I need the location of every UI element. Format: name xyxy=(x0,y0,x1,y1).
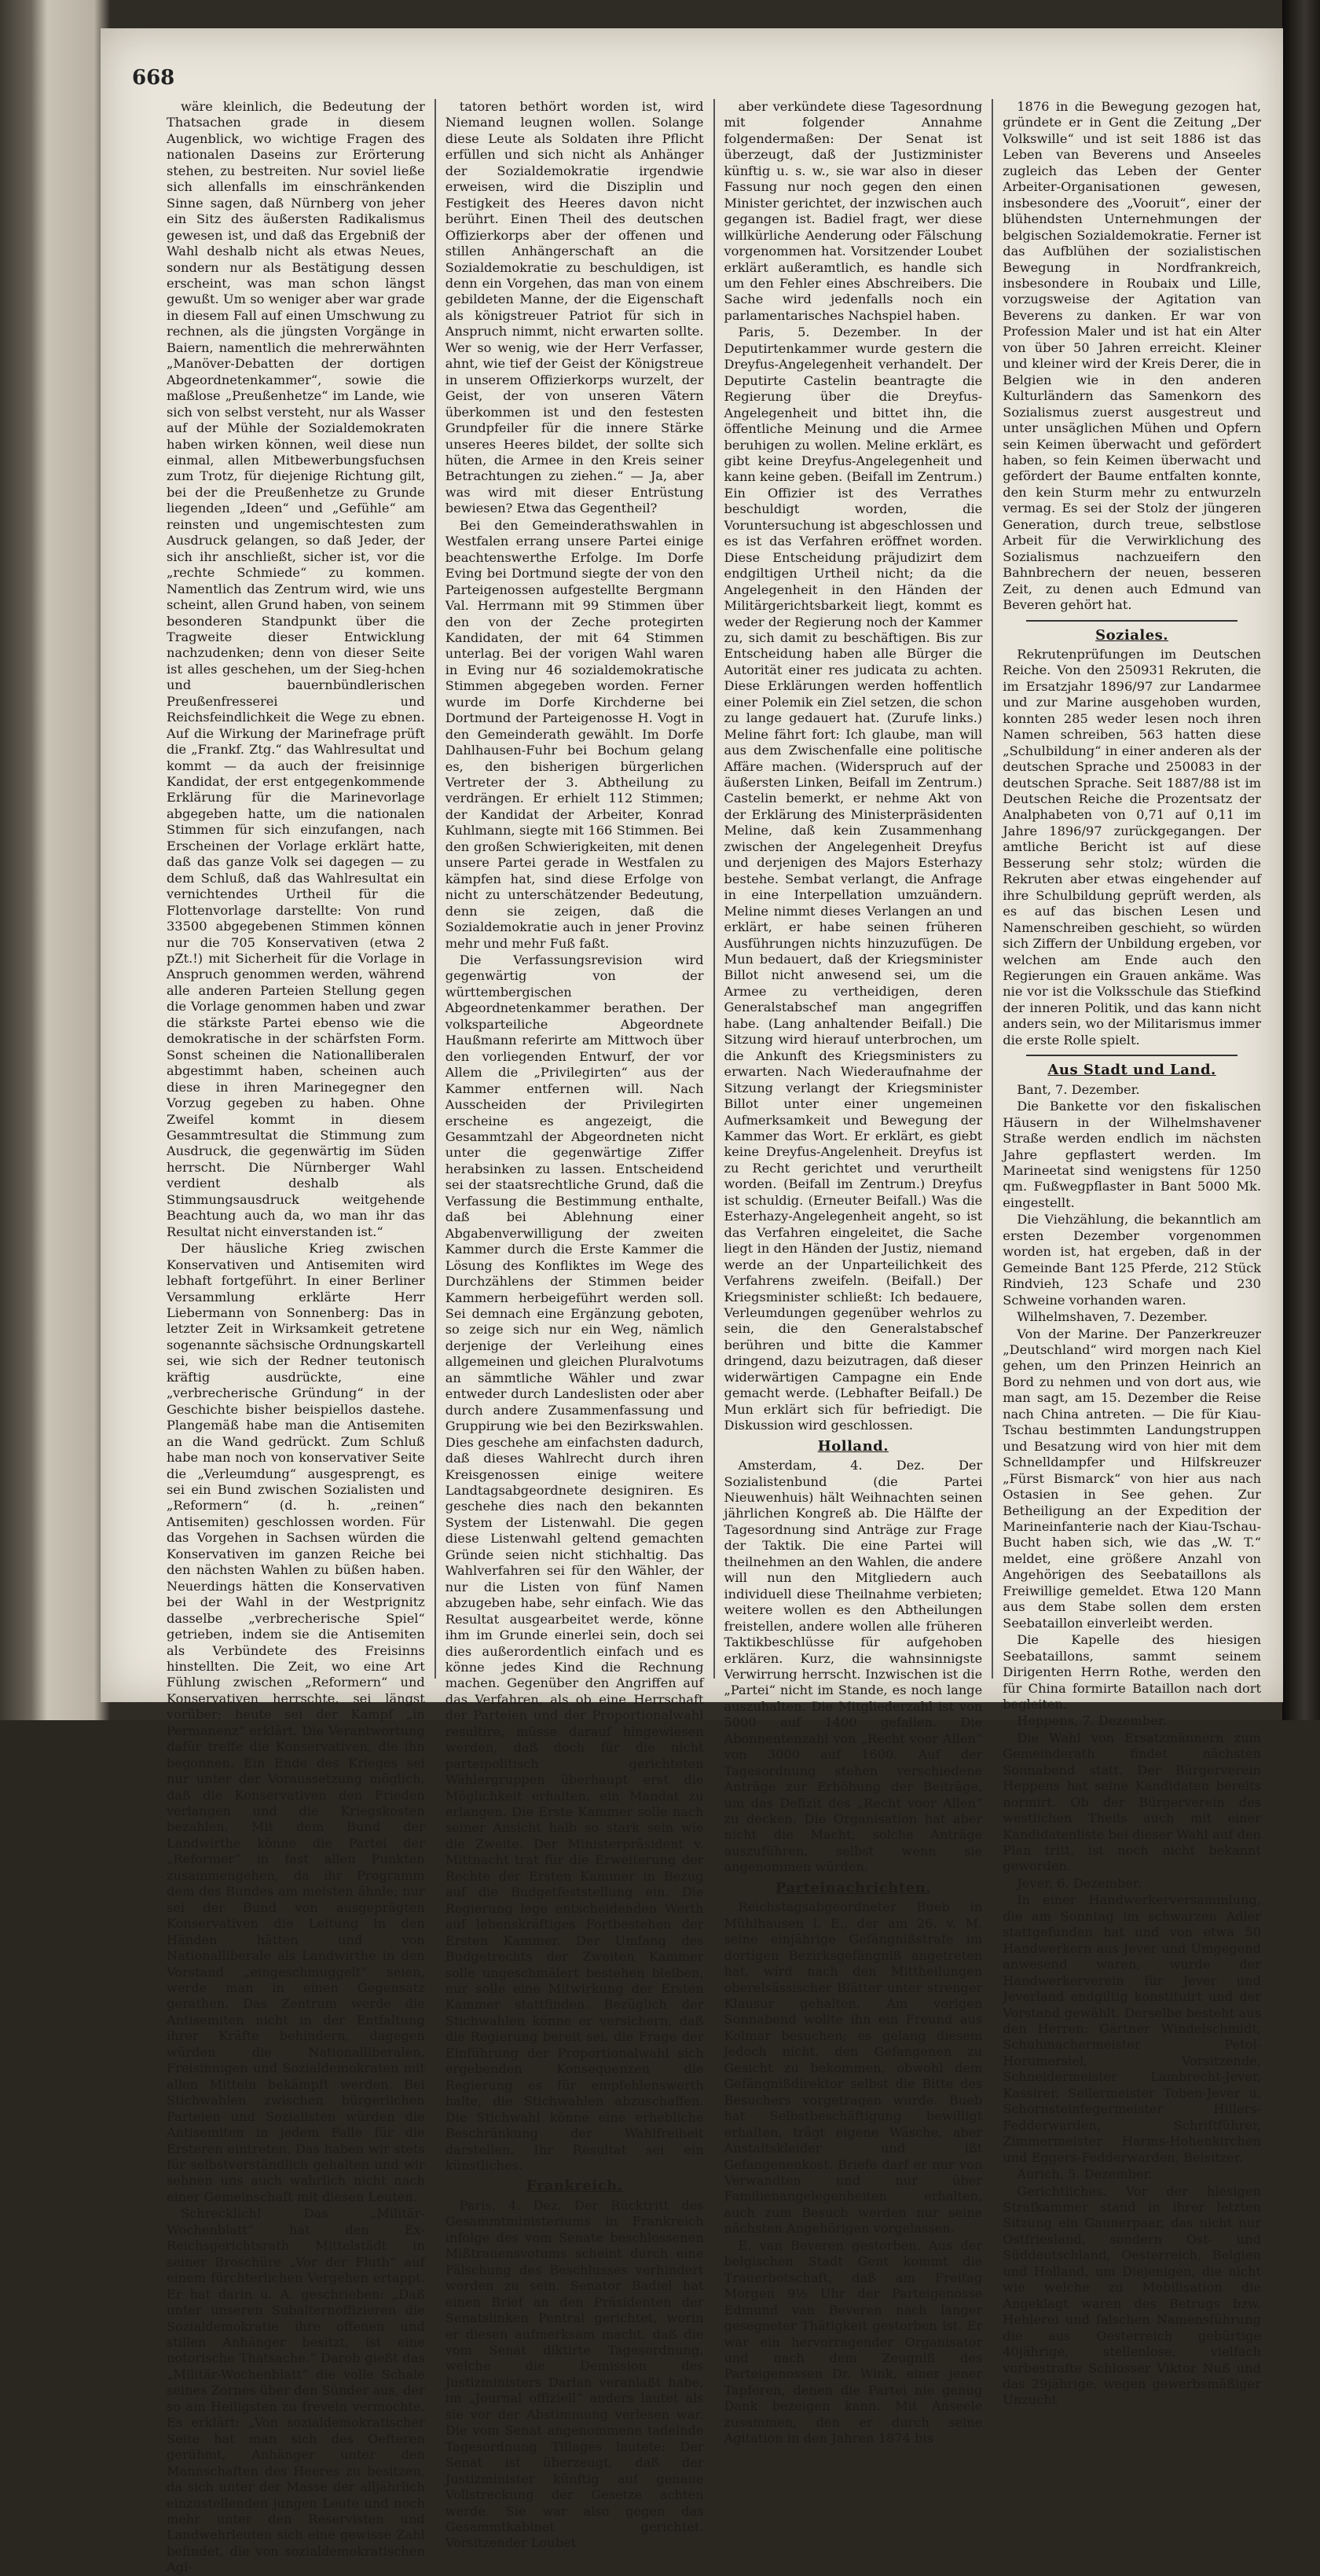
section-heading: Frankreich. xyxy=(526,2178,623,2195)
article-paragraph: Aurich, 5. Dezember. xyxy=(1017,2167,1153,2182)
section-heading: Soziales. xyxy=(1095,626,1169,644)
article-paragraph: Reichstagsabgeordneter Bueb in Mühlhausen i. E., der am 26. v. M. seine einjährige Gefängnißstrafe im dortigen Bezirksgefängniß angetreten hat, wird nach den Mittheilungen oberelsässischer Blätter unter strenger Klausur gehalten. Am vorigen Sonnabend wollte ihn ein Freund aus Kolmar besuchen; es gelang diesem jedoch nicht, den Gefangenen zu Gesicht zu bekommen, obwohl dem Gefängnißdirektor selbst die Bitte des Besuchers vorgetragen wurde. Bueb hat Selbstbeschäftigung bewilligt erhalten, trägt eigene Wäsche, aber Anstaltskleider und ißt Gefangenenkost. Briefe darf er nur von Verwandten und nur über Familienangelegenheiten erhalten, auch zum Besuch werden nur seine nächsten Angehörigen vorgelassen. xyxy=(724,1899,983,2237)
column-1 xyxy=(157,99,436,2575)
section-heading: Holland. xyxy=(817,1437,889,1455)
article-paragraph: Der häusliche Krieg zwischen Konservativen und Antisemiten wird lebhaft fortgeführt. In einer Berliner Versammlung erklärte Herr Liebermann von Sonnenberg: Das in letzter Zeit in Wirksamkeit getretene sogenannte sächsische Ordnungskartell sei, wie sich der Redner teutonisch kräftig ausdrückte, eine „verbrecherische Gründung“ in der Geschichte bisher beispiellos dastehe. Plangemäß habe man die Antisemiten an die Wand gedrückt. Zum Schluß habe man noch von konservativer Seite die „Verleumdung“ ausgesprengt, es sei ein Bund zwischen Sozialisten und „Reformern“ (d. h. „reinen“ Antisemiten) geschlossen worden. Für das Vorgehen in Sachsen würden die Konservativen im ganzen Reiche bei den nächsten Wahlen zu büßen haben. Neuerdings hätten die Konservativen bei der Wahl in der Westprignitz dasselbe „verbrecherische Spiel“ getrieben, indem sie die Antisemiten als Verbündete des Freisinns hinstellten. Die Zeit, wo eine Art Fühlung zwischen „Reformern“ und Konservativen herrschte, sei längst vorüber; heute sei der Kampf „in Permanenz“ erklärt. Die Verantwortung dafür treffe die Konservativen, die ihn begonnen. Ein Ende des Krieges sei nur unter der Voraussetzung möglich, daß die Konservativen den Frieden verlangen und die Kriegskosten bezahlen. Mit dem Bund der Landwirthe könne die Partei der „Reformer“ in fast allen Punkten zusammengehen, da ihr Programm dem des Bundes am meisten ähnle; nur sei der Bund von ausgeprägten Konservativen die Leitung in den Händen hätten und von Nationalliberale als Landwirthe in den Vorstand „eingeschmuggelt“ seien, werde man in einen Gegensatz gerathen. Das Zentrum werde die Antisemiten nicht in der Entfaltung ihrer Kräfte behindern, dagegen würden die Nationalliberalen, Freisinnigen und Sozialdemokraten mit allen Mitteln bekämpft werden. Bei Stichwahlen zwischen bürgerlichen Parteien und Sozialisten würden die Antisemiten in jedem Falle für die Ersteren eintreten. Das haben wir stets für selbstverständlich gehalten und wir sehnen uns auch wahrlich nicht nach einer Gemeinschaft mit diesen Leuten. xyxy=(167,1241,425,2204)
text-columns xyxy=(157,99,1270,2575)
article-paragraph: Rekrutenprüfungen im Deutschen Reiche. Von den 250931 Rekruten, die im Ersatzjahr 1896/97 zur Landarmee und zur Marine ausgehoben wurden, konnten 285 weder lesen noch ihren Namen schreiben, 563 hatten diese „Schulbildung“ in einer anderen als der deutschen Sprache und 250083 in der deutschen Sprache. Seit 1887/88 ist im Deutschen Reiche die Prozentsatz der Analphabeten von 0,71 auf 0,11 im Jahre 1896/97 zurückgegangen. Der amtliche Bericht ist auf diese Besserung sehr stolz; würden die Rekruten aber etwas eingehender auf ihre Schulbildung geprüft werden, als es auf das bischen Lesen und Namenschreiben geschieht, so würden sich Ziffern der Unbildung ergeben, vor welchen am Ende auch den Regierungen ein Grauen ankäme. Was nie vor ist die Volksschule das Stiefkind der inneren Politik, und das kann nicht anders sein, wo der Militarismus immer die erste Rolle spielt. xyxy=(1003,646,1261,1048)
article-paragraph: Bei den Gemeinderathswahlen in Westfalen errang unsere Partei einige beachtenswerthe Erfolge. Im Dorfe Eving bei Dortmund siegte der von den Parteigenossen aufgestellte Bergmann Val. Herrmann mit 99 Stimmen über den von der Zeche protegirten Kandidaten, der mit 64 Stimmen unterlag. Bei der vorigen Wahl waren in Eving nur 46 sozialdemokratische Stimmen abgegeben worden. Ferner wurde im Dorfe Kirchderne bei Dortmund der Parteigenosse H. Vogt in den Gemeinderath gewählt. Im Dorfe Dahlhausen-Fuhr bei Bochum gelang es, den bisherigen bürgerlichen Vertreter der 3. Abtheilung zu verdrängen. Er erhielt 112 Stimmen; der Kandidat der Arbeiter, Konrad Kuhlmann, siegte mit 166 Stimmen. Bei den großen Schwierigkeiten, mit denen unsere Partei gerade in Westfalen zu kämpfen hat, sind diese Erfolge von nicht zu unterschätzender Bedeutung, denn sie zeigen, daß die Sozialdemokratie auch in jener Provinz mehr und mehr Fuß faßt. xyxy=(445,517,704,951)
article-paragraph: Die Wahl von Ersatzmännern zum Gemeinderath findet nächsten Sonnabend statt. Der Bürgerverein Heppens hat seine Kandidaten bereits normirt. Ob der Bürgerverein des westlichen Theils auch mit einer Kandidatenliste bei dieser Wahl auf den Plan tritt, ist noch nicht bekannt geworden. xyxy=(1003,1730,1261,1874)
article-paragraph: Die Verfassungsrevision wird gegenwärtig von der württembergischen Abgeordnetenkammer berathen. Der volksparteiliche Abgeordnete Haußmann referirte am Mittwoch über den vorliegenden Entwurf, der vor Allem die „Privilegirten“ aus der Kammer entfernen will. Nach Ausscheiden der Privilegirten erscheine es angezeigt, die Gesammtzahl der Abgeordneten nicht unter die gegenwärtige Ziffer herabsinken zu lassen. Entscheidend sei der staatsrechtliche Grund, daß die Verfassung die Bestimmung enthalte, daß bei Ablehnung einer Abgabenverwilligung der zweiten Kammer durch die Erste Kammer die Lösung des Konfliktes im Wege des Durchzählens der Stimmen beider Kammern herbeigeführt werden soll. Sei demnach eine Ergänzung geboten, so zeige sich nur ein Weg, nämlich derjenige der Verleihung eines allgemeinen und gleichen Pluralvotums an sämmtliche Wähler und zwar entweder durch Landeslisten oder aber durch andere Zusammenfassung und Gruppirung wie bei den Bezirkswahlen. Dies geschehe am einfachsten dadurch, daß dieses Wahlrecht durch ihren Kreisgenossen einige weitere Landtagsabgeordnete designiren. Es geschehe dies nach den bekannten System der Listenwahl. Die gegen diese Listenwahl geltend gemachten Gründe seien nicht stichhaltig. Das Wahlverfahren sei für den Wähler, der nur die Listen von fünf Namen abzugeben habe, sehr einfach. Wie das Resultat ausgearbeitet werde, könne ihm im Grunde einerlei sein, doch sei dies außerordentlich einfach und es könne jedes Kind die Rechnung machen. Gegenüber den Angriffen auf das Verfahren, als ob eine Herrschaft der Parteien und der Proportionalwahl resultire, müsse darauf hingewiesen werden, daß doch für die nicht parteipolitisch gerichteten Wählergruppen überhaupt erst die Möglichkeit erhalten, ein Mandat zu erlangen. Die Erste Kammer solle nach seiner Ansicht halb so stark sein wie die Zweite. Der Ministerpräsident v. Mittnacht trat für die Erweiterung der Rechte der Ersten Kammer in Bezug auf die Budgetfeststellung ein. Die Regierung lege entscheidenden Werth auf lebenskräftiges Fortbestehen der Ersten Kammer. Der Umfang des Budgetrechts der Zweiten Kammer solle ungeschmälert bestehen bleiben, nur solle eine Mitwirkung der Ersten Kammer stattfinden. Bezüglich der Stichwahlen könne er versichern, daß die Regierung bereit sei, die Frage der Einführung der Proportionalwahl sich ergebenden Konsequenzen die Regierung es für empfehlenswerth halte, die Stichwahlen abzuschaffen. Die Stichwahl könne eine erhebliche Beschränkung der Wahlfreiheit darstellen. Ihr Resultat sei ein künstliches. xyxy=(445,952,704,2173)
section-divider xyxy=(1026,1055,1238,1056)
article-paragraph: E. van Beveren gestorben. Aus der belgischen Stadt Gent kommt die Trauerbotschaft, daß am Freitag Morgen 9½ Uhr der Parteigenosse Edmund van Beveren nach langer gesegneter Thätigkeit gestorben ist. Er war ein hervorragender Organisator und nach dem Zeugniß des Parteigenossen Dr. Wink, einer jener Tapferen, denen die Partei nie genug Dank bezeigen kann. Mit Anseele zusammen, den er durch seine Agitation in den Jahren 1874 bis xyxy=(724,2237,983,2446)
column-4 xyxy=(993,99,1270,2408)
article-paragraph: Jever, 6. Dezember. xyxy=(1017,1875,1142,1891)
article-paragraph: Die Bankette vor den fiskalischen Häusern in der Wilhelmshavener Straße werden endlich im nächsten Jahre gepflastert werden. Im Marineetat sind wenigstens für 1250 qm. Fußwegpflaster in Bant 5000 Mk. eingestellt. xyxy=(1003,1099,1261,1210)
article-paragraph: aber verkündete diese Tagesordnung mit folgender Annahme folgendermaßen: Der Senat ist überzeugt, daß der Justizminister künftig u. s. w., sie war also in dieser Fassung nur noch gegen den einen Minister gerichtet, der inzwischen auch gegangen ist. Badiel fragt, wer diese willkürliche Aenderung oder Fälschung vorgenommen hat. Vorsitzender Loubet erklärt außeramtlich, es handle sich um den Fehler eines Abschreibers. Die Sache wird jedenfalls noch ein parlamentarisches Nachspiel haben. xyxy=(724,99,983,323)
section-heading: Parteinachrichten. xyxy=(775,1879,931,1896)
section-divider xyxy=(1026,620,1238,622)
book-binding-edge xyxy=(1282,0,1320,1720)
article-paragraph: Bant, 7. Dezember. xyxy=(1017,1081,1140,1097)
article-paragraph: Heppens, 7. Dezember. xyxy=(1017,1713,1167,1729)
article-paragraph: Paris, 5. Dezember. In der Deputirtenkammer wurde gestern die Dreyfus-Angelegenheit verhandelt. Der Deputirte Castelin beantragte die Regierung über die Dreyfus-Angelegenheit und bittet ihn, die öffentliche Meinung und die Armee beruhigen zu wollen. Meline erklärt, es gibt keine Dreyfus-Angelegenheit und kann keine geben. (Beifall im Zentrum.) Ein Offizier ist des Verrathes beschuldigt worden, die Voruntersuchung ist abgeschlossen und es ist das Verfahren eröffnet worden. Diese Entscheidung präjudizirt dem endgiltigen Urtheil nicht; da die Angelegenheit in den Händen der Militärgerichtsbarkeit liegt, kommt es weder der Regierung noch der Kammer zu, sich damit zu beschäftigen. Bis zur Entscheidung haben alle Bürger die Autorität einer res judicata zu achten. Diese Erklärungen werden hoffentlich einer Polemik ein Ziel setzen, die schon zu lange gedauert hat. (Zurufe links.) Meline fährt fort: Ich glaube, man will aus dem Zwischenfalle eine politische Affäre machen. (Widerspruch auf der äußersten Linken, Beifall im Zentrum.) Castelin bemerkt, er nehme Akt von der Erklärung des Ministerpräsidenten Meline, daß kein Zusammenhang zwischen der Angelegenheit Dreyfus und derjenigen des Majors Esterhazy bestehe. Sembat verlangt, die Anfrage in eine Interpellation umzuändern. Meline nimmt dieses Verlangen an und erklärt, er habe seinen früheren Ausführungen nichts hinzuzufügen. De Mun bedauert, daß der Kriegsminister Billot nicht anwesend sei, um die Armee zu vertheidigen, deren Generalstabschef man angegriffen habe. (Lang anhaltender Beifall.) Die Sitzung wird hierauf unterbrochen, um die Ankunft des Kriegsministers zu erwarten. Nach Wiederaufnahme der Sitzung verlangt der Kriegsminister Billot unter einer ungemeinen Aufmerksamkeit und Bewegung der Kammer das Wort. Er erklärt, es giebt keine Dreyfus-Angelenheit. Dreyfus ist zu Recht gerichtet und verurtheilt worden. (Beifall im Zentrum.) Dreyfus ist schuldig. (Erneuter Beifall.) Was die Esterhazy-Angelegenheit angeht, so ist das Verfahren eingeleitet, die Sache liegt in den Händen der Justiz, niemand werde an der Unparteilichkeit des Verfahrens zweifeln. (Beifall.) Der Kriegsminister schließt: Ich bedauere, Verleumdungen gegenüber wehrlos zu sein, die den Generalstabschef berühren und bitte die Kammer dringend, dazu beizutragen, daß dieser widerwärtigen Campagne ein Ende gemacht werde. (Lebhafter Beifall.) De Mun erklärt sich für befriedigt. Die Diskussion wird geschlossen. xyxy=(724,325,983,1433)
article-paragraph: Schrecklich! Das „Militär-Wochenblatt“ hat den Ex-Reichsgerichtsrath Mittelstädt in seiner Broschüre „Vor der Fluth“ auf einem fürchterlichen Vergehen ertappt. Er hat darin u. A. geschrieben: „Daß unter unseren Subalternoffizieren die Sozialdemokratie ihre offenen und stillen Anhänger besitzt, ist eine notorische Thatsache.“ Darob gießt das „Militär-Wochenblatt“ die volle Schale seines Zornes über den Sünder aus, der so am Heiligsten zu freveln vermochte. Es erklärt: „Von sozialdemokratischer Seite hat man sich des Oefteren gerühmt, Anhänger unter den Mannschaften des Heeres zu besitzen, da sich unter der Masse der alljährlich einzustellenden jungen Leute und noch mehr unter den Reservisten und Landwehrleuten sich eine gewisse Zahl befindet, die von sozialdemokratischen Agi- xyxy=(167,2206,425,2575)
column-3 xyxy=(715,99,994,2446)
column-2 xyxy=(436,99,715,2551)
article-paragraph: wäre kleinlich, die Bedeutung der Thatsachen grade in diesem Augenblick, wo wichtige Fragen des nationalen Daseins zur Erörterung stehen, zu bestreiten. Nur soviel ließe sich allenfalls im einschränkenden Sinne sagen, daß Nürnberg von jeher ein Sitz des äußersten Radikalismus gewesen ist, und daß das Ergebniß der Wahl deshalb nicht als etwas Neues, sondern nur als Bestätigung dessen erscheint, was man schon längst gewußt. Um so weniger aber war grade in diesem Fall auf einen Umschwung zu rechnen, als die jüngsten Vorgänge in Baiern, namentlich die mehrerwähnten „Manöver-Debatten der dortigen Abgeordnetenkammer“, sowie die maßlose „Preußenhetze“ im Lande, wie sich von selbst versteht, nur als Wasser auf der Mühle der Sozialdemokraten haben wirken können, weil diese nun einmal, allen Mitbewerbungsfuchsen zum Trotz, für diejenige Richtung gilt, bei der die Preußenhetze zu Grunde liegenden „Ideen“ und „Gefühle“ am reinsten und ungemischtesten zum Ausdruck gelangen, so daß Jeder, der sich ihr anschließt, sicher ist, vor die „rechte Schmiede“ zu kommen. Namentlich das Zentrum wird, wie uns scheint, allen Grund haben, von seinem besonderen Standpunkt über die Tragweite dieser Entwicklung nachzudenken; denn von dieser Seite ist alles geschehen, um der Sieg-hchen und bauernbündlerischen Preußenfresserei und Reichsfeindlichkeit die Wege zu ebnen. Auf die Wirkung der Marinefrage prüft die „Frankf. Ztg.“ das Wahlresultat und kommt — da auch der freisinnige Kandidat, der erst entgegenkommende Erklärung für die Marinevorlage abgegeben hatte, um die nationalen Stimmen für sich einzufangen, nach Erscheinen der Vorlage erklärt hatte, daß das ganze Volk sei dagegen — zu dem Schluß, daß das Wahlresultat ein vernichtendes Urtheil für die Flottenvorlage darstellte: Von rund 33500 abgegebenen Stimmen können nur die 705 Konservativen (etwa 2 pZt.!) mit Sicherheit für die Vorlage in Anspruch genommen werden, während alle anderen Parteien Stellung gegen die Vorlage genommen haben und zwar die stärkste Partei ebenso wie die demokratische in der schärfsten Form. Sonst scheinen die Nationalliberalen abgestimmt haben, scheinen auch diese in ihren Marinegegner den Vorzug gegeben zu haben. Ohne Zweifel kommt in diesem Gesammtresultat die Stimmung zum Ausdruck, die gegenwärtig im Süden herrscht. Die Nürnberger Wahl verdient deshalb als Stimmungsausdruck weitgehende Beachtung auch da, wo man ihr das Resultat nicht einverstanden ist.“ xyxy=(167,99,425,1239)
article-paragraph: tatoren bethört worden ist, wird Niemand leugnen wollen. Solange diese Leute als Soldaten ihre Pflicht erfüllen und sich nicht als Anhänger der Sozialdemokratie irgendwie erweisen, wird die Disziplin und Festigkeit des Heeres davon nicht berührt. Einen Theil des deutschen Offizierkorps aber der offenen und stillen Anhängerschaft an die Sozialdemokratie zu beschuldigen, ist denn ein Vorgehen, das man von einem gebildeten Manne, der die Eigenschaft als königstreuer Patriot für sich in Anspruch nimmt, nicht erwarten sollte. Wer so wenig, wie der Herr Verfasser, ahnt, wie tief der Geist der Königstreue in unserem Offizierkorps wurzelt, der Geist, der von unseren Vätern überkommen ist und den festesten Grundpfeiler für die innere Stärke unseres Heeres bildet, der sollte sich hüten, die Armee in den Kreis seiner Betrachtungen zu ziehen.“ — Ja, aber was wird mit dieser Entrüstung bewiesen? Etwa das Gegentheil? xyxy=(445,99,704,516)
newspaper-page xyxy=(101,28,1283,2575)
article-paragraph: Amsterdam, 4. Dez. Der Sozialistenbund (die Partei Nieuwenhuis) hält Weihnachten seinen jährlichen Kongreß ab. Die Hälfte der Tagesordnung sind Anträge zur Frage der Taktik. Die eine Partei will theilnehmen an den Wahlen, die andere will nun den Mitgliedern auch individuell diese Theilnahme verbieten; weitere wollen es den Abtheilungen freistellen, andere wollen alle früheren Taktikbeschlüsse für aufgehoben erklären. Kurz, die wahnsinnigste Verwirrung herrscht. Inzwischen ist die „Partei“ nicht im Stande, es noch lange auszuhalten. Die Mitgliederzahl ist von 5000 auf 1400 gefallen. Die Abonnentenzahl von „Recht voor Allen“ von 3000 auf 1600. Auf der Tagesordnung stehen verschiedene Anträge zur Erhöhung der Beiträge, um das Defizit des „Recht voor Allen“ zu decken. Die Organisation hat aber nicht die Macht, solche Anträge auszuführen, selbst wenn sie angenommen würden. xyxy=(724,1458,983,1875)
article-paragraph: In einer Handwerkerversammlung, die am Sonntag im schwarzen Adler stattgefunden hat und von etwa 50 Handwerkern aus Jever und Umgegend anwesend waren, wurde der Handwerkerverein für Jever und Jeverland endgiltig konstituirt und der Vorstand gewählt. Derselbe besteht aus den Herren: Gärtner Windelschmidt, Schuhmachermeister Petol-Horumersiel, Vorsitzende, Schneidermeister Lambrecht-Jever, Kassirer, Seilermeister Toben-Jever u. Schornsteinfegermeister Hillers-Fedderwarden, Schriftführer, Zimmermeister Harms-Hohenkirchen und Eggers-Fedderwarden, Beisitzer. xyxy=(1003,1892,1261,2165)
article-paragraph: Wilhelmshaven, 7. Dezember. xyxy=(1017,1309,1208,1325)
article-paragraph: Die Viehzählung, die bekanntlich am ersten Dezember vorgenommen worden ist, hat ergeben, daß in der Gemeinde Bant 125 Pferde, 212 Stück Rindvieh, 123 Schafe und 230 Schweine vorhanden waren. xyxy=(1003,1212,1261,1308)
article-paragraph: Von der Marine. Der Panzerkreuzer „Deutschland“ wird morgen nach Kiel gehen, um den Prinzen Heinrich an Bord zu nehmen und von dort aus, wie man sagt, am 15. Dezember die Reise nach China antreten. — Die für Kiau-Tschau bestimmten Landungstruppen und Besatzung wird von hier mit dem Schnelldampfer und Hilfskreuzer „Fürst Bismarck“ von hier aus nach Ostasien in See gehen. Zur Betheiligung an der Expedition der Marineinfanterie nach der Kiau-Tschau-Bucht haben sich, wie das „W. T.“ meldet, eine größere Anzahl von Angehörigen des Seebataillons als Freiwillige gemeldet. Etwa 120 Mann aus dem Stabe sollen dem ersten Seebataillon einverleibt werden. xyxy=(1003,1326,1261,1631)
article-paragraph: Die Kapelle des hiesigen Seebataillons, sammt seinem Dirigenten Herrn Rothe, werden den für China formirte Bataillon nach dort begleiten. xyxy=(1003,1632,1261,1712)
article-paragraph: Gerichtliches. Vor der hiesigen Strafkammer stand in ihrer letzten Sitzung ein Gaunerpaar, das nicht nur Ostfriesland, sondern Ost- und Süddeutschland, Oesterreich, Belgien und Holland, um Diejenigen, die nicht wie welche zu Mobilisation die Angeklagt waren des Betrugs bzw. Hehlerei und falschen Namensführung die aus Oesterreich gebürtige 40jährige, stellenlose, vielfach vorbestrafte Schlosser Viktor Nuß und das 29jährige, wegen gewerbsmäßiger Unzucht xyxy=(1003,2183,1261,2408)
page-number: 668 xyxy=(132,66,175,90)
article-paragraph: 1876 in die Bewegung gezogen hat, gründete er in Gent die Zeitung „Der Volkswille“ und ist seit 1886 ist das Leben van Beverens und Anseeles zugleich das Leben der Genter Arbeiter-Organisationen gewesen, insbesondere des „Vooruit“, einer der blühendsten Unternehmungen der belgischen Sozialdemokratie. Ferner ist das Aufblühen der sozialistischen Bewegung in Nordfrankreich, insbesondere in Roubaix und Lille, vorzugsweise der Agitation van Beverens zu danken. Er war von Profession Maler und ist hat ein Alter von über 50 Jahren erreicht. Kleiner und kleiner wird der Kreis Derer, die in Belgien wie in den anderen Kulturländern das Samenkorn des Sozialismus zuerst ausgestreut und unter unsäglichen Mühen und Opfern sein Keimen überwacht und gefördert haben, so fein Keimen überwacht und gefördert der Baume entfalten konnte, den kein Sturm mehr zu entwurzeln vermag. Es sei der Stolz der jüngeren Generation, durch treue, selbstlose Arbeit für die Verwirklichung des Sozialismus nachzueifern den Bahnbrechern der neuen, besseren Zeit, zu denen auch Edmund van Beveren gehört hat. xyxy=(1003,99,1261,613)
section-heading: Aus Stadt und Land. xyxy=(1047,1062,1216,1079)
article-paragraph: Paris, 4. Dez. Der Rücktritt des Gesammtministeriums in Frankreich infolge des vom Senate beschlossenen Mißtrauensvotums scheint durch eine Fälschung des Beschlusses verhindert worden zu sein. Senator Badiel hat einen Brief an den Präsidenten der Senatslinken Pentral gerichtet, worin er diesen aufmerksam macht, daß die vom Senat diktirte Tagesordnung, welche die Demission des Justizministers Darlan veranlaßt habe, im „Journal offiziell“ anders lautet als sie vor der Abstimmung verlesen war. Die vom Senat angenommene tadelnde Tagesordnung Tillages lautete: Der Senat ist überzeugt, daß der Justizminister künftig auf genaue Vollstreckung der Gesetze achten werde. Sie war also gegen das Gesammtkabinet gerichtet. Vorsitzender Loubet xyxy=(445,2197,704,2551)
